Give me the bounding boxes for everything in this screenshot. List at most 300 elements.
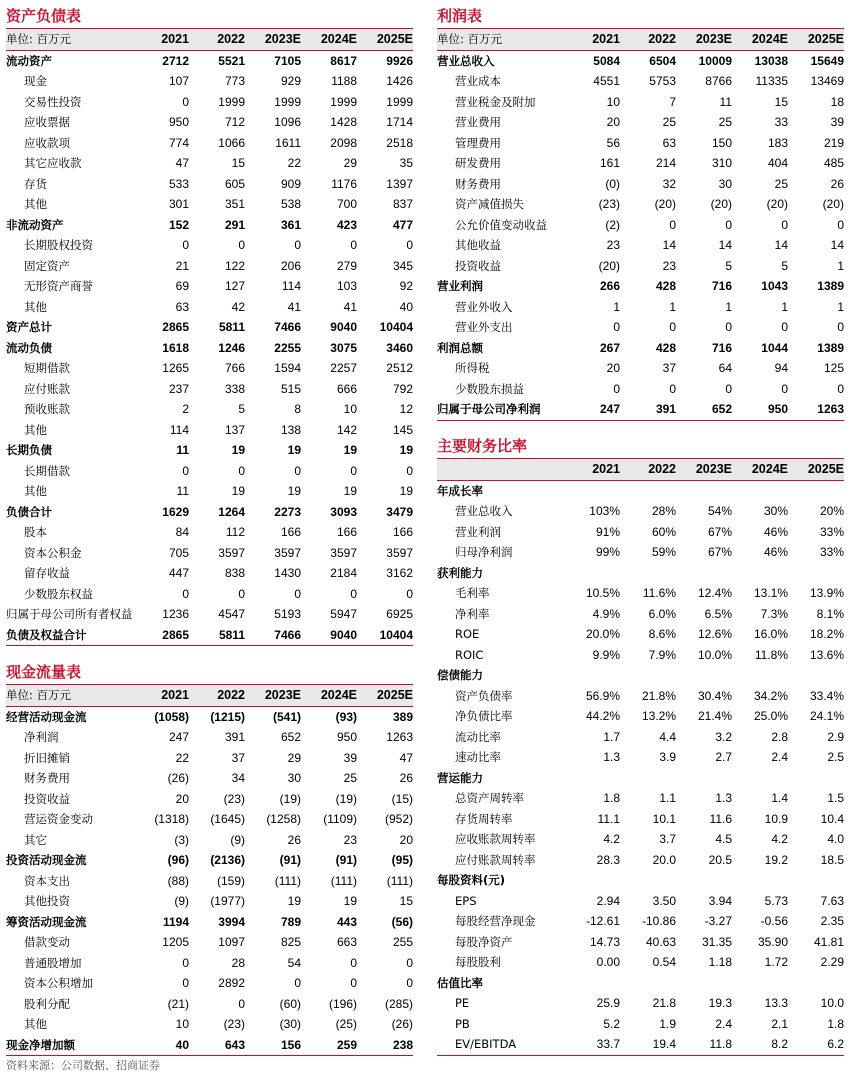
table-row xyxy=(437,706,844,727)
cell-value: 107 xyxy=(168,74,189,88)
cell-value: 2518 xyxy=(386,135,413,150)
cell-value: 6.5% xyxy=(704,606,732,621)
cell-value: 391 xyxy=(620,399,676,420)
cell-value: 538 xyxy=(280,197,301,211)
cell-value: 33% xyxy=(819,545,844,559)
cell-value: 3597 xyxy=(218,545,245,560)
cell-value: 15 xyxy=(399,894,413,908)
table-row xyxy=(6,912,413,933)
cell-value: 10.9 xyxy=(764,811,788,826)
cell-value: 21.8% xyxy=(641,688,676,703)
cell-value: 31.35 xyxy=(701,934,732,949)
row-label: 应付账款 xyxy=(24,381,70,396)
cell-value: 8617 xyxy=(330,53,357,68)
cell-value: 5947 xyxy=(330,607,357,621)
cell-value: 11 xyxy=(176,484,189,498)
cell-value: 37 xyxy=(662,361,676,375)
cell-value xyxy=(676,768,732,789)
table-row xyxy=(6,932,413,953)
cell-value: (1645) xyxy=(210,812,245,826)
cell-value: 279 xyxy=(336,258,357,273)
cell-value: 2.1 xyxy=(771,1016,788,1031)
cell-value: 23 xyxy=(662,258,676,273)
cell-value: 1.18 xyxy=(708,955,732,969)
ratios-table xyxy=(437,458,844,1056)
cell-value: 0 xyxy=(350,955,357,970)
cell-value: 1043 xyxy=(761,279,788,293)
cell-value: 1.3 xyxy=(715,791,732,805)
cell-value: 10404 xyxy=(379,320,413,334)
cell-value: 0 xyxy=(350,238,357,252)
cell-value: 0 xyxy=(294,463,301,478)
cell-value: (111) xyxy=(386,873,413,888)
cell-value: 3.50 xyxy=(652,893,676,908)
cell-value: 7.3% xyxy=(760,606,788,621)
cell-value: 2.9 xyxy=(827,729,844,744)
cell-value: 1428 xyxy=(330,115,357,129)
table-row xyxy=(6,973,413,994)
cell-value: 2512 xyxy=(386,361,413,375)
cell-value: 700 xyxy=(336,197,357,211)
cell-value: 1188 xyxy=(331,74,357,88)
cell-value: (15) xyxy=(391,791,413,806)
cell-value: 0 xyxy=(669,217,676,232)
table-row xyxy=(437,522,844,543)
cell-value: (30) xyxy=(279,1017,301,1031)
cell-value: 19 xyxy=(343,894,357,908)
year-header: 2023E xyxy=(676,459,732,481)
table-row xyxy=(437,50,844,71)
cell-value: 533 xyxy=(168,176,189,191)
table-row xyxy=(6,768,413,789)
row-label: 借款变动 xyxy=(24,935,70,949)
row-label: 其他 xyxy=(24,1017,47,1031)
cell-value: 2.5 xyxy=(827,750,844,764)
cell-value: 33% xyxy=(819,524,844,539)
row-label: 无形资产商誉 xyxy=(24,279,93,293)
cell-value: 1714 xyxy=(386,115,413,129)
table-row xyxy=(437,665,844,686)
cell-value xyxy=(620,973,676,994)
cell-value: 1.9 xyxy=(659,1016,676,1031)
cell-value: 137 xyxy=(224,422,245,437)
cell-value: 11335 xyxy=(755,74,788,88)
cell-value: 11.6 xyxy=(709,811,732,826)
table-row xyxy=(437,829,844,850)
cell-value: 91% xyxy=(595,524,620,539)
cell-value: (20) xyxy=(766,197,788,211)
table-row xyxy=(437,1034,844,1055)
cell-value: (111) xyxy=(274,873,301,888)
cell-value xyxy=(564,480,620,501)
cell-value: 643 xyxy=(189,1035,245,1056)
cell-value: 0 xyxy=(725,381,732,396)
cell-value: 18.2% xyxy=(809,627,844,641)
cell-value: 2257 xyxy=(330,361,357,375)
cell-value: 10.0 xyxy=(820,996,844,1010)
cell-value: 19 xyxy=(287,894,301,908)
cell-value: 1.4 xyxy=(771,791,788,805)
cell-value: 929 xyxy=(280,74,301,88)
cell-value: 12.4% xyxy=(697,586,732,600)
row-label: 资本支出 xyxy=(24,873,70,888)
income-statement-table xyxy=(437,28,844,421)
cell-value: 20 xyxy=(606,361,620,375)
table-row xyxy=(437,932,844,953)
cell-value: 4.2 xyxy=(603,832,620,846)
cell-value: 0 xyxy=(238,586,245,601)
row-label: 速动比率 xyxy=(455,750,501,764)
table-row xyxy=(6,92,413,113)
cell-value: 19 xyxy=(399,484,413,498)
cell-value: 206 xyxy=(280,258,301,273)
cell-value: 12.6% xyxy=(697,627,732,641)
cell-value: 1176 xyxy=(331,176,357,191)
cell-value: 1 xyxy=(613,299,620,314)
cell-value: 950 xyxy=(168,115,189,129)
row-label: 营业费用 xyxy=(455,115,501,129)
cell-value: (93) xyxy=(335,709,357,724)
cell-value: 166 xyxy=(336,525,357,539)
cell-value: 0 xyxy=(350,586,357,601)
cell-value: 0 xyxy=(669,381,676,396)
row-label: 少数股东权益 xyxy=(24,586,93,601)
cell-value: 5.73 xyxy=(764,893,788,908)
row-label: 资产负债率 xyxy=(455,688,513,703)
cell-value: 20.0% xyxy=(585,627,620,641)
cell-value: 23 xyxy=(343,832,357,847)
cell-value: 122 xyxy=(224,258,245,273)
year-header: 2021 xyxy=(133,29,189,51)
cell-value: 909 xyxy=(280,176,301,191)
row-label: 营业利润 xyxy=(437,279,483,293)
row-label: 净负债比率 xyxy=(455,709,513,723)
table-row xyxy=(6,584,413,605)
unit-label: 单位: 百万元 xyxy=(6,29,133,51)
year-header: 2022 xyxy=(620,459,676,481)
cell-value: 6.0% xyxy=(648,606,676,621)
cell-value: 12 xyxy=(399,402,413,416)
cell-value: 0 xyxy=(350,463,357,478)
cell-value: 15649 xyxy=(810,53,844,68)
cell-value: 1263 xyxy=(788,399,844,420)
row-label: 偿债能力 xyxy=(437,668,483,682)
cell-value: 1 xyxy=(725,299,732,314)
cell-value: 301 xyxy=(168,197,189,211)
cell-value: 1629 xyxy=(162,504,189,519)
cell-value: 10 xyxy=(175,1017,189,1031)
year-header: 2025E xyxy=(788,459,844,481)
cell-value xyxy=(732,665,788,686)
cell-value: (3) xyxy=(174,832,189,847)
cell-value: (1109) xyxy=(323,812,357,826)
cell-value: 291 xyxy=(224,217,245,232)
row-label: 资本公积金 xyxy=(24,545,82,560)
cell-value: (60) xyxy=(279,996,301,1011)
cell-value: 15 xyxy=(231,156,245,170)
cell-value: 6.2 xyxy=(788,1034,844,1055)
cell-value: 219 xyxy=(823,135,844,150)
table-row xyxy=(437,256,844,277)
table-row xyxy=(6,481,413,502)
cell-value: 152 xyxy=(168,217,189,232)
cell-value: 13.9% xyxy=(809,586,844,600)
cell-value xyxy=(564,973,620,994)
cell-value: 19 xyxy=(231,484,245,498)
row-label: 营业外收入 xyxy=(455,299,513,314)
cell-value: 1397 xyxy=(386,176,413,191)
cell-value: 485 xyxy=(823,156,844,170)
cell-value: 0 xyxy=(294,976,301,990)
cell-value: 1618 xyxy=(162,340,189,355)
cell-value: 1.8 xyxy=(827,1016,844,1031)
year-header: 2025E xyxy=(357,685,413,707)
row-label: 毛利率 xyxy=(455,586,490,600)
cell-value: 25 xyxy=(343,771,357,785)
cell-value: 19 xyxy=(231,443,245,457)
cell-value: 1389 xyxy=(817,340,844,355)
cell-value: 0 xyxy=(781,320,788,334)
cell-value: 2.8 xyxy=(771,729,788,744)
source-note: 资料来源：公司数据、招商证券 xyxy=(6,1059,160,1072)
row-label: 营运能力 xyxy=(437,770,483,785)
cell-value: 21.8 xyxy=(652,996,676,1010)
table-header xyxy=(6,29,413,51)
table-row xyxy=(437,297,844,318)
cell-value: 10009 xyxy=(698,53,732,68)
cell-value: 19.2 xyxy=(764,852,788,867)
cell-value: 3162 xyxy=(386,566,413,580)
table-row xyxy=(6,1035,413,1056)
row-label: 每股净资产 xyxy=(455,934,513,949)
row-label: 折旧摊销 xyxy=(24,750,70,765)
row-label: 利润总额 xyxy=(437,340,483,355)
cell-value: 19.3 xyxy=(708,996,732,1010)
table-row xyxy=(437,501,844,522)
table-row xyxy=(6,727,413,748)
cell-value: 2 xyxy=(182,402,189,416)
cell-value: (1058) xyxy=(154,709,189,724)
table-row xyxy=(437,870,844,891)
row-label: 净利率 xyxy=(455,606,490,621)
table-row xyxy=(437,235,844,256)
row-label: 应付账款周转率 xyxy=(455,852,536,867)
cell-value: 28 xyxy=(231,955,245,970)
row-label: 所得税 xyxy=(455,361,490,375)
cell-value: 4.5 xyxy=(715,832,732,846)
row-label: ROIC xyxy=(455,647,484,662)
cell-value: 42 xyxy=(231,299,245,314)
cash-flow-title: 现金流量表 xyxy=(6,663,82,681)
cell-value: 361 xyxy=(280,217,301,232)
cell-value: 10.5% xyxy=(585,586,620,600)
cell-value: 838 xyxy=(224,566,245,580)
row-label: 其他 xyxy=(24,197,47,211)
row-label: 应收票据 xyxy=(24,115,70,129)
cell-value: 56.9% xyxy=(585,688,620,703)
cell-value xyxy=(676,973,732,994)
cell-value: 125 xyxy=(823,361,844,375)
cell-value: 5 xyxy=(725,258,732,273)
cell-value: 1999 xyxy=(386,94,413,109)
cell-value: 1.5 xyxy=(827,791,844,805)
row-label: 归属于母公司所有者权益 xyxy=(6,607,133,621)
cell-value: 6925 xyxy=(386,607,413,621)
cell-value: 4547 xyxy=(218,607,245,621)
cell-value: 0 xyxy=(837,381,844,396)
cell-value: 3.2 xyxy=(715,729,732,744)
table-row xyxy=(437,809,844,830)
cell-value xyxy=(788,665,844,686)
cell-value: 10404 xyxy=(357,625,413,646)
cell-value: 1066 xyxy=(218,135,245,150)
cell-value: (1977) xyxy=(210,894,245,908)
cell-value: 4.0 xyxy=(827,832,844,846)
cell-value: 114 xyxy=(169,422,189,437)
cell-value: 64 xyxy=(718,361,732,375)
cell-value: 0 xyxy=(182,586,189,601)
cell-value: 14 xyxy=(830,238,844,252)
table-row xyxy=(6,256,413,277)
table-row xyxy=(6,174,413,195)
cell-value: 0 xyxy=(182,976,189,990)
cell-value: 4.9% xyxy=(592,606,620,621)
row-label: 长期股权投资 xyxy=(24,238,93,252)
cell-value: 2865 xyxy=(133,625,189,646)
row-label: 资产总计 xyxy=(6,320,52,334)
cell-value: 20 xyxy=(606,115,620,129)
cell-value: 3460 xyxy=(386,340,413,355)
cell-value: 11.8% xyxy=(754,647,788,662)
row-label: 每股股利 xyxy=(455,955,501,969)
cell-value: -10.86 xyxy=(641,914,676,928)
year-header: 2024E xyxy=(732,29,788,51)
row-label: 长期负债 xyxy=(6,443,52,457)
cell-value: 3479 xyxy=(386,504,413,519)
cell-value: 59% xyxy=(651,545,676,559)
unit-label xyxy=(437,459,564,481)
cell-value: 46% xyxy=(763,545,788,559)
table-row xyxy=(6,399,413,420)
table-row xyxy=(437,850,844,871)
cell-value: 3597 xyxy=(274,545,301,560)
cell-value: 23 xyxy=(606,238,620,252)
row-label: 营业总收入 xyxy=(437,53,495,68)
cell-value: (88) xyxy=(167,873,189,888)
cell-value: 5 xyxy=(781,258,788,273)
cell-value xyxy=(676,870,732,891)
table-row xyxy=(437,911,844,932)
cell-value xyxy=(620,563,676,584)
row-label: 预收账款 xyxy=(24,402,70,416)
cell-value: (9) xyxy=(174,894,189,908)
cell-value: 40.63 xyxy=(645,934,676,949)
table-row xyxy=(6,215,413,236)
cell-value: (111) xyxy=(330,873,357,888)
table-row xyxy=(437,153,844,174)
cell-value: (26) xyxy=(167,771,189,785)
row-label: PB xyxy=(455,1016,470,1031)
cell-value: 13.1% xyxy=(753,586,788,600)
cell-value xyxy=(732,480,788,501)
cell-value: 3.7 xyxy=(659,832,676,846)
cell-value: 1265 xyxy=(162,361,189,375)
cell-value: (23) xyxy=(223,1017,245,1031)
row-label: 营业成本 xyxy=(455,74,501,88)
row-label: 经营活动现金流 xyxy=(6,709,87,724)
cell-value: 447 xyxy=(168,566,189,580)
cell-value: 99% xyxy=(595,545,620,559)
cell-value: 3597 xyxy=(386,545,413,560)
cell-value: 1.1 xyxy=(659,791,676,805)
cell-value: 423 xyxy=(336,217,357,232)
cell-value: 34.2% xyxy=(753,688,788,703)
cell-value: 19 xyxy=(287,484,301,498)
cell-value: 652 xyxy=(280,730,301,744)
cell-value: 47 xyxy=(399,750,413,765)
table-row xyxy=(437,379,844,400)
row-label: 投资活动现金流 xyxy=(6,853,87,867)
year-header: 2025E xyxy=(357,29,413,51)
cell-value: -0.56 xyxy=(760,914,788,928)
cell-value xyxy=(788,870,844,891)
table-row xyxy=(6,440,413,461)
cell-value: 0 xyxy=(182,238,189,252)
cell-value: 67% xyxy=(707,524,732,539)
row-label: 营业外支出 xyxy=(455,320,513,334)
cell-value xyxy=(564,665,620,686)
cell-value: 183 xyxy=(767,135,788,150)
cell-value: 1263 xyxy=(386,730,413,744)
table-row xyxy=(6,276,413,297)
cell-value: 666 xyxy=(336,381,357,396)
cell-value: 56 xyxy=(606,135,620,150)
cell-value: (25) xyxy=(335,1017,357,1031)
cell-value: 2098 xyxy=(330,135,357,150)
cell-value: 4551 xyxy=(593,74,620,88)
cell-value: 259 xyxy=(301,1035,357,1056)
cell-value xyxy=(732,870,788,891)
row-label: 公允价值变动收益 xyxy=(455,217,547,232)
cell-value: 5193 xyxy=(274,607,301,621)
table-row xyxy=(437,973,844,994)
cell-value: 29 xyxy=(287,750,301,765)
cell-value: 310 xyxy=(711,156,732,170)
cell-value: (285) xyxy=(384,996,413,1011)
cell-value: 0 xyxy=(182,463,189,478)
cell-value: 0 xyxy=(613,381,620,396)
cell-value: 63 xyxy=(662,135,676,150)
table-row xyxy=(437,399,844,420)
cell-value: 7.9% xyxy=(648,647,676,662)
cell-value: 3.9 xyxy=(659,750,676,764)
cell-value: 25 xyxy=(774,176,788,191)
cell-value: 30.4% xyxy=(697,688,732,703)
row-label: 投资收益 xyxy=(455,258,501,273)
cell-value: (2136) xyxy=(210,853,245,867)
cell-value: 40 xyxy=(399,299,413,314)
year-header: 2021 xyxy=(133,685,189,707)
table-row xyxy=(437,542,844,563)
cell-value: 9.9% xyxy=(592,647,620,662)
cell-value: 103 xyxy=(336,279,357,293)
cell-value: 25 xyxy=(718,115,732,129)
table-row xyxy=(6,563,413,584)
cell-value: 1097 xyxy=(218,935,245,949)
cell-value: 47 xyxy=(175,156,189,170)
cell-value: 774 xyxy=(168,135,189,150)
cash-flow-section xyxy=(6,660,413,1060)
